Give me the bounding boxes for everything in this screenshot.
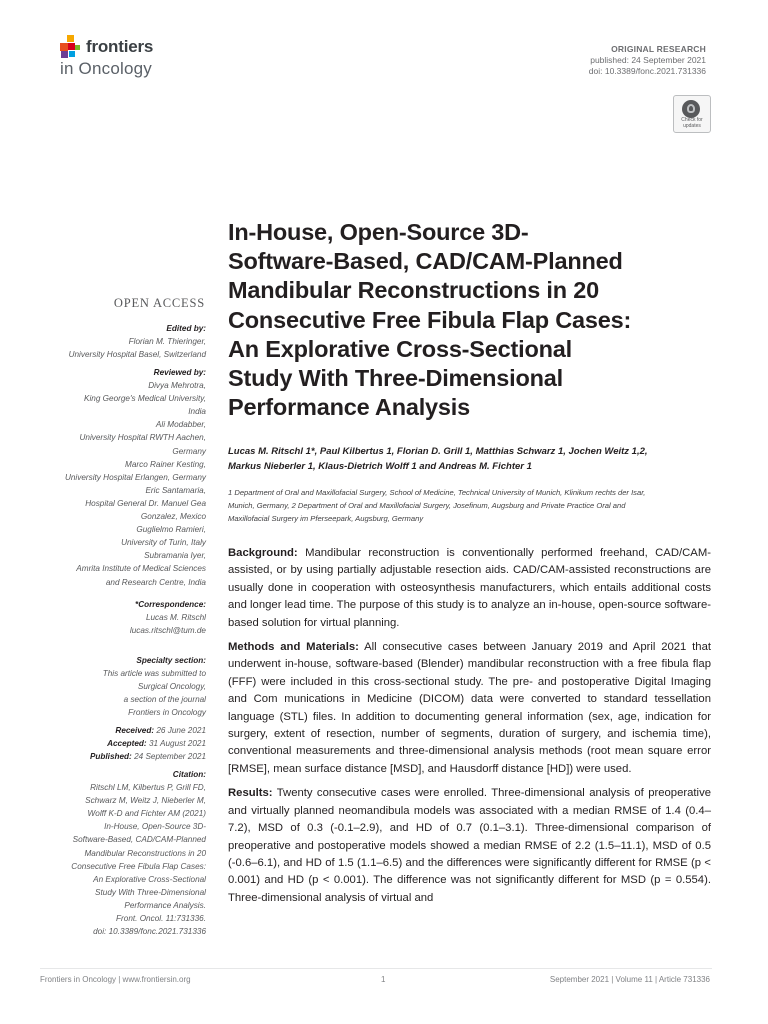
footer-journal-link[interactable]: Frontiers in Oncology | www.frontiersin.org bbox=[40, 975, 191, 984]
article-header bbox=[589, 44, 706, 77]
sidebar-citation: Citation: Ritschl LM, Kilbertus P, Grill FD, Schwarz M, Weitz J, Nieberler M, Wolff K-D and Fichter AM (2021) In-House, Open-Source 3D- Software-Based, CAD/CAM-Planned Mandibular Reconstructions in 20 Consecutive Free Fibula Flap Cases: An Explorative Cross-Sectional Study With Three-Dimensional Performance Analysis. Front. Oncol. 11:731336. doi: 10.3389/fonc.2021.731336 bbox=[40, 768, 206, 938]
abstract-methods: Methods and Materials: All consecutive cases between January 2019 and April 2021 that underwent in-house, software-based (Blender) mandibular reconstruction with a free fibula flap (FFF) were included in this cross-sectional study. The pre- and postoperative Digital Imaging and Com munications in Medicine (DICOM) data were converted to standard tessellation language (STL) files. In addition to documenting general information (sex, age, indication for surgery, extent of resection, number of segments, duration of surgery, and ischemia time), conventional measurements and three-dimensional analysis methods (root mean square error [RMSE], mean surface distance [MSD], and Hausdorff distance [HD]) were used. bbox=[228, 641, 712, 775]
journal-name-line2: in Oncology bbox=[60, 59, 152, 78]
sidebar-dates: Received: 26 June 2021 Accepted: 31 August 2021 Published: 24 September 2021 bbox=[89, 726, 206, 762]
bookmark-icon bbox=[682, 100, 700, 118]
published-date: published: 24 September 2021 bbox=[590, 55, 706, 65]
abstract-background: Background: Mandibular reconstruction is conventionally performed freehand, CAD/CAM-assisted, or by using partially adjustable resection aids. CAD/CAM-assisted reconstructions are usually done in cooperation with osteosynthesis manufacturers, which entails additional costs and longer lead time. The purpose of this study is to analyze an in-house, open-source software-based solution for virtual planning. bbox=[228, 547, 711, 629]
abstract-results: Results: Twenty consecutive cases were enrolled. Three-dimensional analysis of preoperative and virtually planned neomandibula models was associated with a median RMSE of 1.4 (0.4–7.2), MSD of 0.3 (-0.1–2.9), and HD of 0.7 (0.1–3.1). Three-dimensional comparison of preoperative and postoperative models showed a median RMSE of 2.2 (1.5–11.1), MSD of 0.5 (-0.6–6.1), and HD of 1.5 (1.1–6.5) and the differences were significantly different for RMSE (p < 0.001) and HD (p < 0.001). The difference was not significantly different for MSD (p = 0.554). Three-dimensional analysis of virtual and bbox=[228, 787, 711, 904]
doi[interactable]: doi: 10.3389/fonc.2021.731336 bbox=[588, 66, 706, 76]
sidebar-correspondence: *Correspondence: Lucas M. Ritschl lucas.ritschl@tum.de bbox=[40, 598, 206, 637]
badge-text: Check for updates bbox=[681, 117, 703, 129]
open-access-label: OPEN ACCESS bbox=[113, 296, 205, 310]
page-number: 1 bbox=[381, 975, 386, 984]
footer-divider bbox=[40, 968, 712, 969]
citation-doi-link[interactable]: doi: 10.3389/fonc.2021.731336 bbox=[93, 927, 206, 937]
correspondence-email-link[interactable]: lucas.ritschl@tum.de bbox=[129, 626, 206, 636]
sidebar-edited-by: Edited by: Florian M. Thieringer, University Hospital Basel, Switzerland bbox=[68, 324, 206, 360]
abstract bbox=[228, 545, 711, 914]
article-title: In-House, Open-Source 3D- Software-Based, CAD/CAM-Planned Mandibular Reconstructions in 20 Consecutive Free Fibula Flap Cases: An Explorative Cross-Sectional Study With Three-Dimensional Performance Analysis bbox=[228, 219, 632, 421]
sidebar-specialty-section: Specialty section: This article was submitted to Surgical Oncology, a section of the journal Frontiers in Oncology bbox=[102, 656, 206, 718]
sidebar-reviewed-by: Reviewed by: Divya Mehrotra, King George's Medical University, India Ali Modabber, University Hospital RWTH Aachen, Germany Marco Rainer Kesting, University Hospital Erlangen, Germany Eric Santamaria, Hospital General Dr. Manuel Gea Gonzalez, Mexico Guglielmo Ramieri, University of Turin, Italy Subramania Iyer, Amrita Institute of Medical Sciences and Research Centre, India bbox=[64, 368, 206, 587]
affiliations: 1 Department of Oral and Maxillofacial Surgery, School of Medicine, Technical University of Munich, Klinikum rechts der Isar, Munich, Germany, 2 Department of Oral and Maxillofacial Surgery, Josefinum, Augsburg and Private Practice Oral and Maxillofacial Surgery im Pferseepark, Augsburg, Germany bbox=[228, 488, 646, 524]
author-list: Lucas M. Ritschl 1*, Paul Kilbertus 1, Florian D. Grill 1, Matthias Schwarz 1, Jochen Weitz 1,2, Markus Nieberler 1, Klaus-Dietrich Wolff 1 and Andreas M. Fichter 1 bbox=[228, 446, 648, 472]
journal-logo[interactable] bbox=[58, 34, 208, 84]
journal-name-line1: frontiers bbox=[86, 37, 154, 56]
frontiers-logo-icon bbox=[58, 34, 82, 60]
footer-volume-info: September 2021 | Volume 11 | Article 731336 bbox=[549, 975, 710, 984]
check-for-updates-badge[interactable] bbox=[673, 95, 711, 133]
article-type: ORIGINAL RESEARCH bbox=[611, 44, 706, 54]
